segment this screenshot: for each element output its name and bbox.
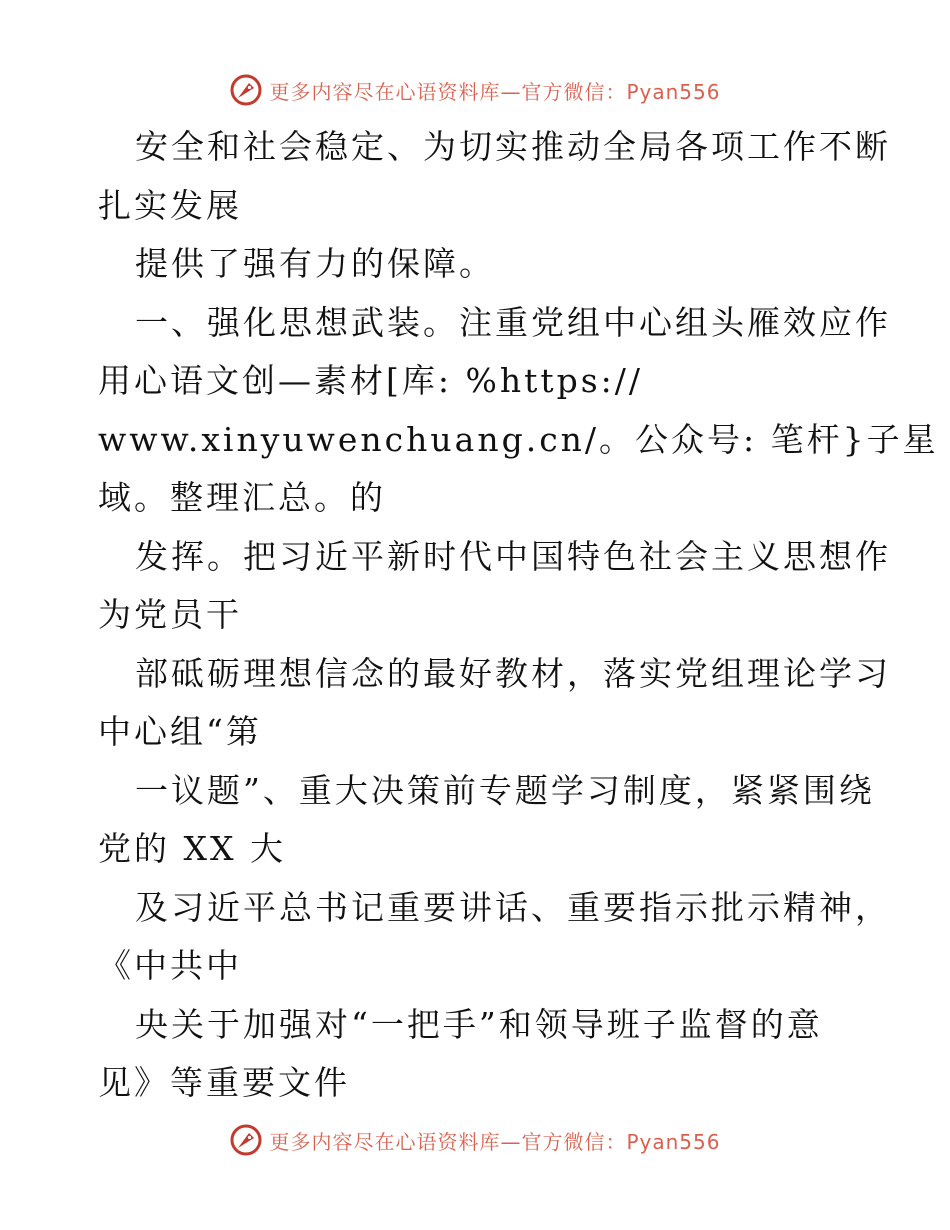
text-line: 一议题”、重大决策前专题学习制度，紧紧围绕 xyxy=(135,770,875,810)
footer-banner-text: 更多内容尽在心语资料库—官方微信：Pyan556 xyxy=(269,1129,721,1154)
header-banner-text: 更多内容尽在心语资料库—官方微信：Pyan556 xyxy=(269,79,721,104)
text-line: 中心组“第 xyxy=(98,712,262,751)
text-line: 提供了强有力的保障。 xyxy=(135,244,495,283)
text-line: 安全和社会稳定、为切实推动全局各项工作不断 xyxy=(135,127,891,166)
document-body xyxy=(98,118,939,1113)
text-line: www.xinyuwenchuang.cn/。公众号: 笔杆}子星 xyxy=(98,419,939,459)
text-line: 见》等重要文件 xyxy=(98,1063,350,1102)
text-line: 及习近平总书记重要讲话、重要指示批示精神， xyxy=(135,887,891,927)
footer-banner xyxy=(0,1120,950,1160)
pen-nib-logo-icon xyxy=(229,1123,263,1157)
text-line: 用心语文创—素材[库: %https:// xyxy=(98,361,644,400)
text-line: 为党员干 xyxy=(98,595,242,634)
text-line: 一、强化思想武装。注重党组中心组头雁效应作 xyxy=(135,302,891,342)
pen-nib-logo-icon xyxy=(229,73,263,107)
header-banner xyxy=(0,70,950,110)
text-line: 部砥砺理想信念的最好教材，落实党组理论学习 xyxy=(135,653,891,693)
text-line: 党的 XX 大 xyxy=(98,829,286,868)
text-line: 发挥。把习近平新时代中国特色社会主义思想作 xyxy=(135,536,891,576)
text-line: 扎实发展 xyxy=(98,185,242,225)
text-line: 《中共中 xyxy=(98,946,242,985)
text-line: 央关于加强对“一把手”和领导班子监督的意 xyxy=(135,1004,823,1044)
text-line: 域。整理汇总。的 xyxy=(98,478,386,517)
